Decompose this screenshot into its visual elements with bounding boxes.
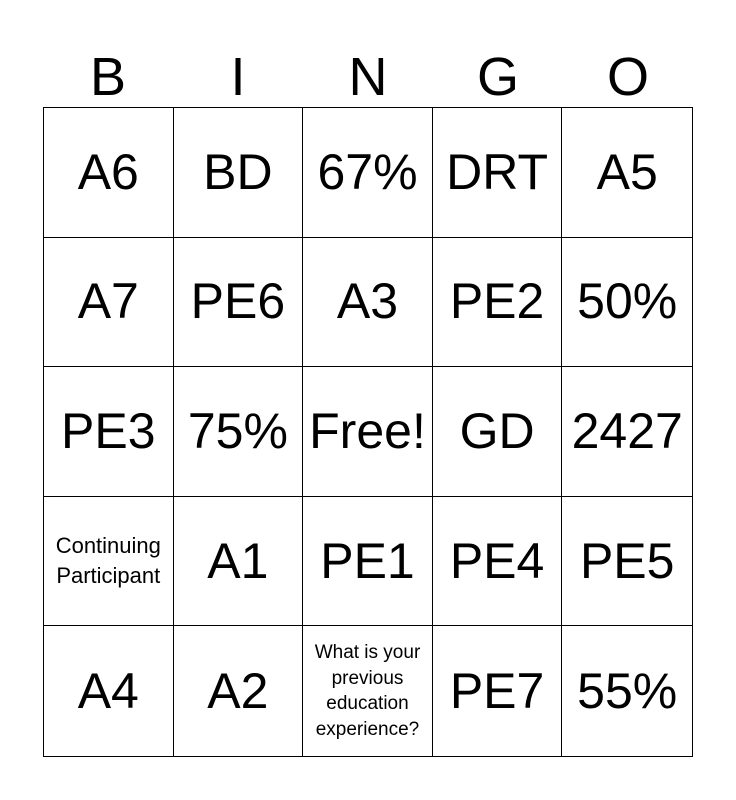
bingo-cell[interactable]: A3	[303, 238, 433, 368]
bingo-cell[interactable]: 50%	[562, 238, 692, 368]
bingo-cell[interactable]: A2	[174, 626, 304, 756]
bingo-cell[interactable]: A5	[562, 108, 692, 238]
bingo-cell[interactable]: PE6	[174, 238, 304, 368]
header-letter-n: N	[348, 47, 388, 107]
bingo-cell[interactable]: PE7	[433, 626, 563, 756]
bingo-cell[interactable]: A6	[44, 108, 174, 238]
header-letter-o: O	[606, 47, 649, 107]
bingo-cell[interactable]: GD	[433, 367, 563, 497]
bingo-cell[interactable]: 75%	[174, 367, 304, 497]
header-letter-g: G	[476, 47, 519, 107]
free-space-cell[interactable]: Free!	[303, 367, 433, 497]
bingo-cell[interactable]: 67%	[303, 108, 433, 238]
bingo-cell[interactable]: Continuing Participant	[44, 497, 174, 627]
bingo-cell[interactable]: PE1	[303, 497, 433, 627]
bingo-cell[interactable]: A7	[44, 238, 174, 368]
bingo-board	[43, 107, 693, 757]
bingo-cell[interactable]: A4	[44, 626, 174, 756]
bingo-cell[interactable]: BD	[174, 108, 304, 238]
bingo-cell[interactable]: DRT	[433, 108, 563, 238]
bingo-cell[interactable]: PE3	[44, 367, 174, 497]
bingo-header	[43, 42, 693, 108]
header-letter-i: I	[230, 47, 246, 107]
bingo-cell[interactable]: 2427	[562, 367, 692, 497]
bingo-cell[interactable]: PE5	[562, 497, 692, 627]
bingo-cell[interactable]: PE2	[433, 238, 563, 368]
bingo-cell[interactable]: PE4	[433, 497, 563, 627]
bingo-cell[interactable]: What is your previous education experience?	[303, 626, 433, 756]
bingo-cell[interactable]: 55%	[577, 662, 678, 719]
bingo-cell[interactable]: A1	[174, 497, 304, 627]
header-letter-b: B	[89, 47, 127, 107]
